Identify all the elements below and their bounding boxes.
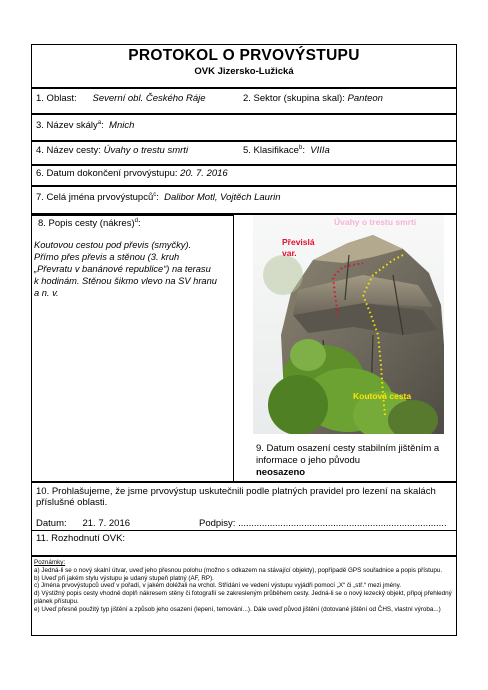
popis-line: „Převratu v banánové republice“) na terasu bbox=[34, 264, 211, 274]
cesta-field bbox=[36, 145, 188, 156]
sektor-field bbox=[243, 93, 383, 104]
datum2-value: 21. 7. 2016 bbox=[82, 518, 131, 529]
osazeni-field bbox=[256, 443, 454, 479]
klasifikace-label: 5. Klasifikace bbox=[243, 145, 299, 156]
datum2-label: Datum: bbox=[36, 518, 67, 529]
cesta-value: Úvahy o trestu smrti bbox=[103, 145, 189, 156]
jmena-field bbox=[36, 192, 281, 203]
rozhodnuti-label: 11. Rozhodnutí OVK: bbox=[36, 533, 126, 544]
photo-label-top: Úvahy o trestu smrti bbox=[334, 217, 417, 227]
note-d: d) Výstižný popis cesty vhodně doplň nákresem stěny či fotografií se zakresleným průběhem cesty. Jedná-li se o nový lezecký objekt, připoj přehledný plánek přístupu. bbox=[34, 590, 452, 605]
oblast-label: 1. Oblast: bbox=[36, 93, 77, 104]
popis-colon: : bbox=[137, 218, 141, 229]
page-title: PROTOKOL O PRVOVÝSTUPU bbox=[128, 47, 360, 64]
page-subtitle: OVK Jizersko-Lužická bbox=[194, 66, 294, 77]
datum2-field bbox=[36, 518, 130, 529]
route-photo bbox=[253, 215, 444, 434]
sektor-value: Panteon bbox=[347, 93, 383, 104]
podpisy-dots: ............................................................................... bbox=[238, 518, 447, 529]
notes-heading: Poznámky: bbox=[34, 559, 66, 566]
podpisy-label: Podpisy: bbox=[199, 518, 236, 529]
jmena-value: Dalibor Motl, Vojtěch Laurin bbox=[164, 192, 281, 203]
jmena-footnote-mark: c bbox=[153, 191, 157, 198]
jmena-label: 7. Celá jména prvovýstupců bbox=[36, 192, 154, 203]
klasifikace-value: VIIIa bbox=[310, 145, 330, 156]
oblast-value: Severní obl. Českého Ráje bbox=[92, 93, 206, 104]
podpisy-field bbox=[199, 518, 447, 529]
skala-value: Mnich bbox=[109, 120, 135, 131]
note-a: a) Jedná-li se o nový skalní útvar, uveď jeho přesnou polohu (možno s odkazem na stávající objekty), popřípadě GPS souřadnice a popis přístupu. bbox=[34, 566, 443, 574]
popis-line: k hodinám. Stěnou šikmo vlevo na SV hranu bbox=[34, 276, 217, 286]
note-c: c) Jména prvovýstupců uveď v pořadí, v jakém doléžali na vrchol. Střídání ve vedení výstupu vyjádři pomocí „X“ či „stř.“ mezi jmény. bbox=[34, 582, 402, 590]
skala-colon: : bbox=[101, 120, 104, 131]
skala-footnote-mark: a bbox=[97, 119, 102, 126]
klasifikace-field bbox=[243, 145, 330, 156]
skala-field bbox=[36, 120, 134, 131]
popis-line: Koutovou cestou pod převis (smyčky). bbox=[34, 240, 192, 250]
popis-label: 8. Popis cesty (nákres) bbox=[38, 218, 135, 229]
jmena-colon: : bbox=[156, 192, 159, 203]
datum-label: 6. Datum dokončení prvovýstupu: bbox=[36, 168, 178, 179]
klasifikace-footnote-mark: b bbox=[298, 144, 303, 151]
photo-label-bottom: Koutová cesta bbox=[353, 391, 412, 401]
skala-label: 3. Název skály bbox=[36, 120, 98, 131]
notes-text bbox=[34, 559, 454, 614]
oblast-field bbox=[36, 93, 206, 104]
cesta-label: 4. Název cesty: bbox=[36, 145, 101, 156]
note-e: e) Uveď přesně použitý typ jištění a způsob jeho osazení (lepení, temování...). Dále uveď původ jištění (dotované jištění od ČHS, vlastní výroba...) bbox=[34, 605, 441, 613]
klasifikace-colon: : bbox=[302, 145, 305, 156]
prohlaseni-text: 10. Prohlašujeme, že jsme prvovýstup uskutečnili podle platných pravidel pro lezení na skalách příslušné oblasti. bbox=[36, 486, 436, 508]
datum-field bbox=[36, 168, 228, 179]
popis-field-label bbox=[38, 218, 141, 229]
popis-line: Přímo přes převis a stěnou (3. kruh bbox=[34, 252, 180, 262]
popis-footnote-mark: d bbox=[134, 217, 138, 224]
popis-text bbox=[34, 239, 232, 299]
osazeni-label: 9. Datum osazení cesty stabilním jištěním a informace o jeho původu bbox=[256, 443, 440, 466]
popis-line: a n. v. bbox=[34, 288, 59, 298]
note-b: b) Uveď při jakém stylu výstupu je udaný stupeň platný (AF, RP). bbox=[34, 574, 214, 582]
datum-value: 20. 7. 2016 bbox=[180, 168, 228, 179]
sektor-label: 2. Sektor (skupina skal): bbox=[243, 93, 345, 104]
osazeni-value: neosazeno bbox=[256, 467, 306, 478]
photo-label-left: Převislá var. bbox=[282, 237, 315, 258]
